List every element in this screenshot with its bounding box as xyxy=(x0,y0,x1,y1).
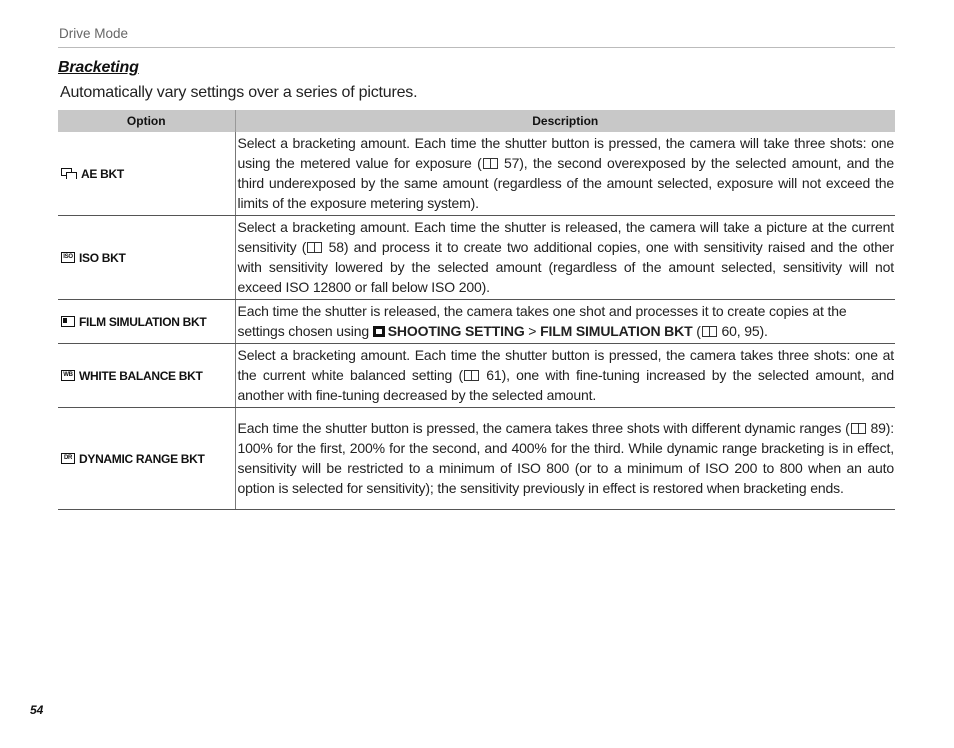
option-label: FILM SIMULATION BKT xyxy=(79,314,207,329)
description-text: Each time the shutter button is pressed, the camera takes three shots with different dynamic ranges ( xyxy=(237,420,850,436)
iso-bracket-icon: ISO xyxy=(61,252,75,263)
description-text: ( xyxy=(692,323,701,339)
table-row xyxy=(58,344,895,408)
table-row xyxy=(58,300,895,344)
option-cell xyxy=(58,344,235,408)
white-balance-bracket-icon: WB xyxy=(61,370,75,381)
page-reference-icon xyxy=(851,423,866,434)
menu-separator: > xyxy=(524,323,541,339)
table-row xyxy=(58,408,895,510)
description-text: Select a bracketing amount. Each time the shutter button is pressed, the camera will take three shots: one using the metered value for exposure ( xyxy=(237,135,894,171)
option-label: WHITE BALANCE BKT xyxy=(79,368,203,383)
page-reference-icon xyxy=(464,370,479,381)
shooting-menu-icon xyxy=(373,326,385,337)
intro-text: Automatically vary settings over a series of pictures. xyxy=(60,84,418,101)
description-text: Select a bracketing amount. Each time the shutter is released, the camera will take a picture at the current sensitivity ( xyxy=(237,219,894,255)
description-cell xyxy=(235,408,895,510)
running-header: Drive Mode xyxy=(59,26,129,41)
dynamic-range-bracket-icon: DR xyxy=(61,453,75,464)
description-text: 57), the second overexposed by the selected amount, and the third underexposed by the same amount (regardless of the amount selected, exposure will not exceed the limits of the exposure metering system). xyxy=(237,155,895,211)
description-text: 60, 95). xyxy=(717,323,768,339)
menu-shooting-setting: SHOOTING SETTING xyxy=(387,323,525,339)
option-cell xyxy=(58,216,235,300)
option-cell xyxy=(58,408,235,510)
description-text: Select a bracketing amount. Each time the shutter button is pressed, the camera takes three shots: one at the current white balanced setting ( xyxy=(237,347,894,383)
section-title: Bracketing xyxy=(58,59,139,76)
option-label: DYNAMIC RANGE BKT xyxy=(79,451,205,466)
description-cell xyxy=(235,344,895,408)
page-reference-icon xyxy=(307,242,322,253)
column-header-option: Option xyxy=(58,110,235,132)
ae-bracket-icon xyxy=(61,168,77,179)
column-header-description: Description xyxy=(235,110,895,132)
description-cell xyxy=(235,132,895,216)
film-simulation-bracket-icon xyxy=(61,316,75,327)
table-row xyxy=(58,132,895,216)
description-cell xyxy=(235,300,895,344)
description-text: 89): 100% for the first, 200% for the second, and 400% for the third. While dynamic range bracketing is in effect, sensitivity will be restricted to a minimum of ISO 800 (or to a minimum of ISO 200 to 800 when an auto option is selected for sensitivity); the sensitivity previously in effect is restored when bracketing ends. xyxy=(237,420,895,496)
menu-film-simulation-bkt: FILM SIMULATION BKT xyxy=(540,323,693,339)
description-text: 61), one with fine-tuning increased by the selected amount, and another with fine-tuning decreased by the selected amount. xyxy=(237,367,894,403)
option-label: ISO BKT xyxy=(79,250,126,265)
option-cell xyxy=(58,300,235,344)
description-text: 58) and process it to create two additional copies, one with sensitivity raised and the other with sensitivity lowered by the selected amount (regardless of the amount selected, sensitivity will not exceed ISO 12800 or fall below ISO 200). xyxy=(237,239,894,295)
page-reference-icon xyxy=(483,158,498,169)
option-cell xyxy=(58,132,235,216)
description-text: Each time the shutter is released, the camera takes one shot and processes it to create copies at the settings chosen using xyxy=(237,303,847,339)
description-cell xyxy=(235,216,895,300)
page-reference-icon xyxy=(702,326,717,337)
table-row xyxy=(58,216,895,300)
page-number: 54 xyxy=(30,703,44,717)
table-header-row xyxy=(58,110,895,132)
bracketing-table xyxy=(58,110,895,510)
header-rule xyxy=(58,47,895,48)
option-label: AE BKT xyxy=(81,166,124,181)
